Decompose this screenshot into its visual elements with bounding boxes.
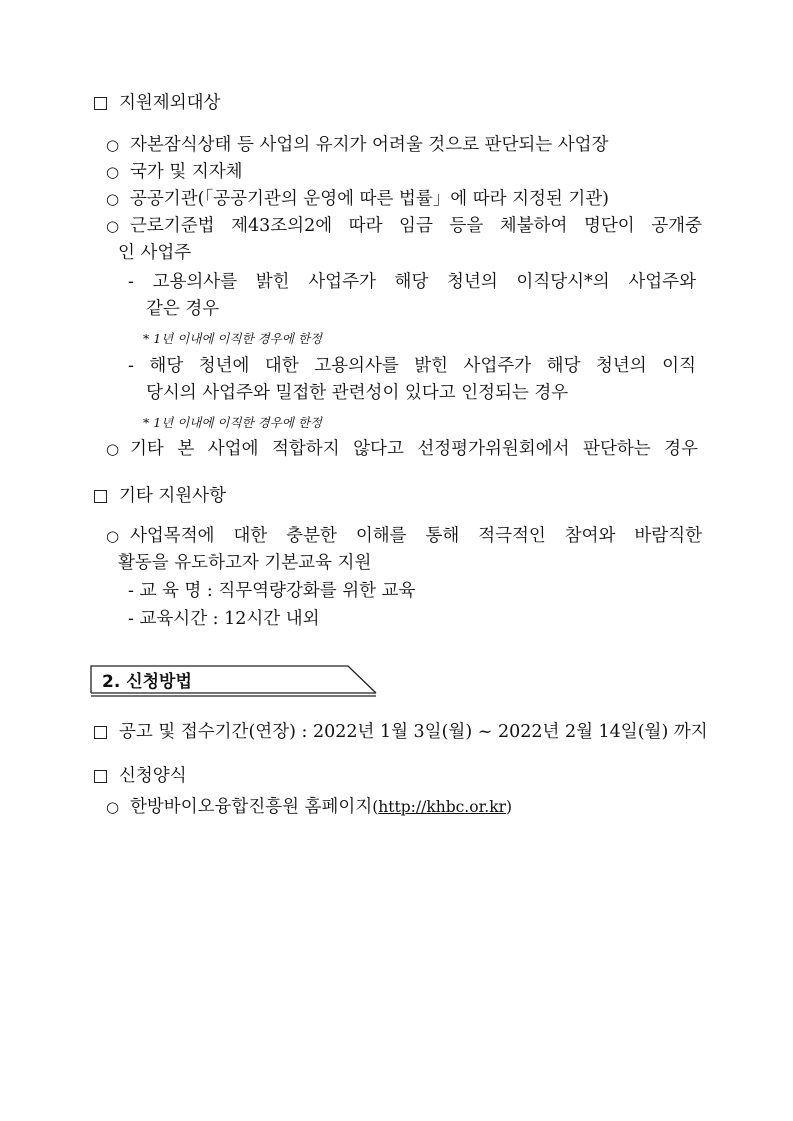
exclusion-item-1: 자본잠식상태 등 사업의 유지가 어려울 것으로 판단되는 사업장 [130,135,609,155]
checkbox-square-icon [94,97,107,110]
exclusion-item-3: 공공기관(「공공기관의 운영에 따른 법률」에 따라 지정된 기관) [130,189,609,209]
exclusion-item-2: 국가 및 지자체 [130,162,243,182]
application-period: 공고 및 접수기간(연장) : 2022년 1월 3일(월) ~ 2022년 2월 14일(월) 까지 [119,722,708,742]
circle-bullet-icon: ○ [106,163,120,181]
other-support-item-1-line-2: 활동을 유도하고자 기본교육 지원 [118,553,372,573]
circle-bullet-icon: ○ [106,527,120,545]
other-support-detail-1: - 교 육 명 : 직무역량강화를 위한 교육 [128,581,416,601]
circle-bullet-icon: ○ [106,190,120,208]
exclusion-sub-2-line-2: 당시의 사업주와 밀접한 관련성이 있다고 인정되는 경우 [146,383,569,403]
exclusion-sub-1-line-2: 같은 경우 [146,299,220,319]
exclusion-item-5: 기타 본 사업에 적합하지 않다고 선정평가위원회에서 판단하는 경우 [130,439,698,459]
section-heading-other-support: 기타 지원사항 [119,486,226,506]
circle-bullet-icon: ○ [106,440,120,458]
circle-bullet-icon: ○ [106,798,120,816]
exclusion-sub-1-line-1: - 고용의사를 밝힌 사업주가 해당 청년의 이직당시*의 사업주와 [128,272,696,292]
paren-close: ) [506,798,513,816]
section-heading-form: 신청양식 [119,766,187,786]
form-item-text: 한방바이오융합진흥원 홈페이지 [130,797,373,817]
other-support-item-1-line-1: 사업목적에 대한 충분한 이해를 통해 적극적인 참여와 바람직한 [130,526,702,546]
paren-open: ( [372,798,379,816]
exclusion-sub-2-line-1: - 해당 청년에 대한 고용의사를 밝힌 사업주가 해당 청년의 이직 [128,356,696,376]
checkbox-square-icon [94,726,107,739]
circle-bullet-icon: ○ [106,136,120,154]
homepage-link[interactable]: http://khbc.or.kr [378,798,506,816]
checkbox-square-icon [94,490,107,503]
checkbox-square-icon [94,770,107,783]
circle-bullet-icon: ○ [106,217,120,235]
exclusion-note-2: * 1년 이내에 이직한 경우에 한정 [143,415,322,430]
exclusion-item-4-line-1: 근로기준법 제43조의2에 따라 임금 등을 체불하여 명단이 공개중 [130,216,702,236]
form-item [130,795,512,819]
exclusion-item-4-line-2: 인 사업주 [118,243,192,263]
section-heading-exclusions: 지원제외대상 [119,93,221,113]
exclusion-note-1: * 1년 이내에 이직한 경우에 한정 [143,331,322,346]
other-support-detail-2: - 교육시간 : 12시간 내외 [128,609,320,629]
section-title-method: 2. 신청방법 [102,672,192,692]
